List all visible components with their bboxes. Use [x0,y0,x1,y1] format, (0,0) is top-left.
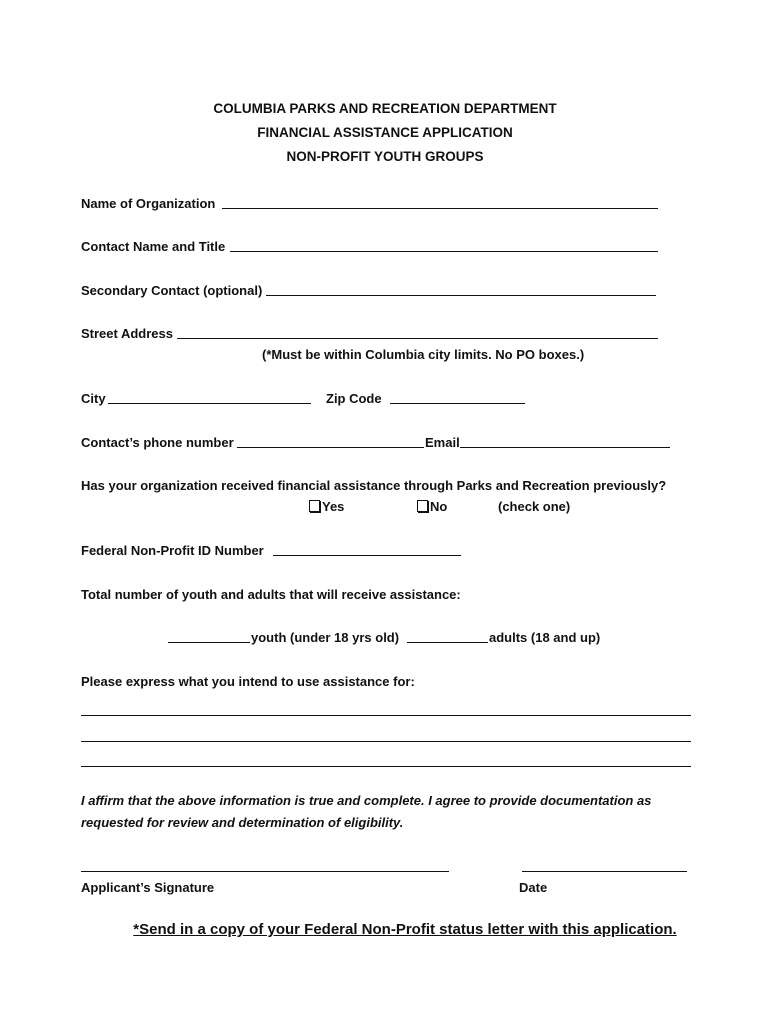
phone-field[interactable] [237,447,424,448]
form-title-line2: FINANCIAL ASSISTANCE APPLICATION [257,125,513,140]
no-checkbox[interactable] [417,500,428,512]
footer-note: *Send in a copy of your Federal Non-Profit status letter with this application. [133,921,677,938]
street-address-label: Street Address [81,326,173,341]
prior-assistance-question: Has your organization received financial assistance through Parks and Recreation previously? [81,478,667,493]
zip-label: Zip Code [326,391,382,406]
date-field[interactable] [522,871,687,872]
org-name-field[interactable] [222,208,658,209]
yes-option[interactable] [309,500,344,513]
adults-count-field[interactable] [407,642,488,643]
contact-name-field[interactable] [230,251,658,252]
affirmation-line2: requested for review and determination of eligibility. [81,815,404,830]
secondary-contact-field[interactable] [266,295,656,296]
total-number-label: Total number of youth and adults that will receive assistance: [81,587,461,602]
zip-field[interactable] [390,403,525,404]
signature-label: Applicant’s Signature [81,880,215,895]
intent-line-1[interactable] [81,715,691,716]
form-title-line3: NON-PROFIT YOUTH GROUPS [286,149,484,164]
intent-label: Please express what you intend to use assistance for: [81,674,415,689]
yes-label: Yes [322,499,345,514]
city-label: City [81,391,106,406]
affirmation-line1: I affirm that the above information is true and complete. I agree to provide documentation as [81,793,652,808]
secondary-contact-label: Secondary Contact (optional) [81,283,263,298]
city-field[interactable] [108,403,311,404]
adults-label: adults (18 and up) [489,630,601,645]
federal-id-label: Federal Non-Profit ID Number [81,543,264,558]
no-option[interactable] [417,500,447,513]
contact-name-label: Contact Name and Title [81,239,226,254]
check-one-note: (check one) [498,499,571,514]
yes-checkbox[interactable] [309,500,320,512]
address-note: (*Must be within Columbia city limits. No PO boxes.) [262,347,585,362]
email-field[interactable] [460,447,670,448]
no-label: No [430,499,448,514]
email-label: Email [425,435,460,450]
signature-field[interactable] [81,871,449,872]
youth-label: youth (under 18 yrs old) [251,630,400,645]
intent-line-2[interactable] [81,741,691,742]
phone-label: Contact’s phone number [81,435,234,450]
youth-count-field[interactable] [168,642,250,643]
date-label: Date [519,880,548,895]
form-title-line1: COLUMBIA PARKS AND RECREATION DEPARTMENT [213,101,557,116]
intent-line-3[interactable] [81,766,691,767]
street-address-field[interactable] [177,338,658,339]
org-name-label: Name of Organization [81,196,216,211]
federal-id-field[interactable] [273,555,461,556]
